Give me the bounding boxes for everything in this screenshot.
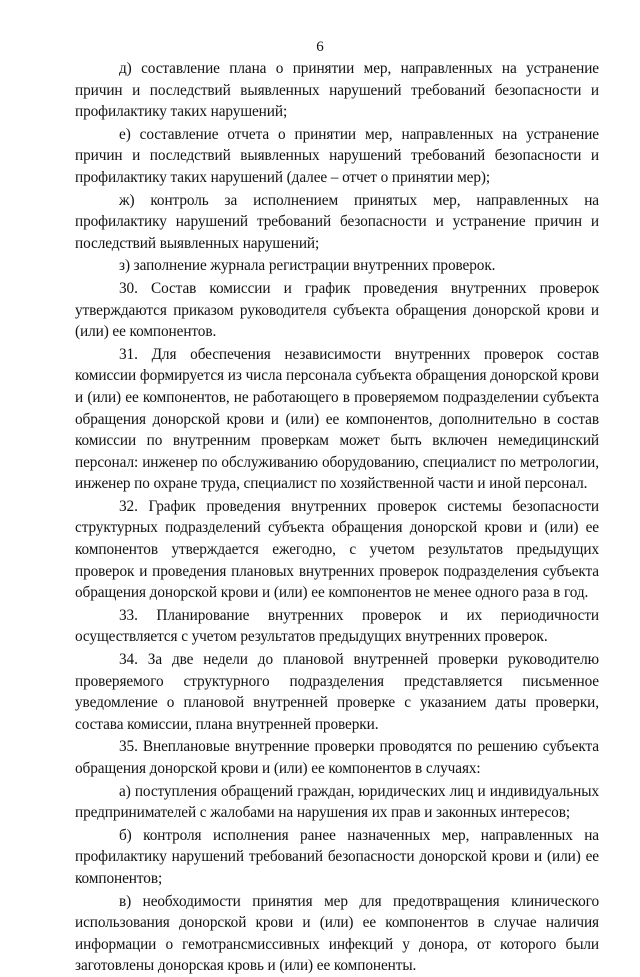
paragraph-zh: ж) контроль за исполнением принятых мер, направленных на профилактику нарушений требований безопасности и устранение причин и последствий выявленных нарушений; <box>75 191 599 252</box>
paragraph-30: 30. Состав комиссии и график проведения внутренних проверок утверждаются приказом руководителя субъекта обращения донорской крови и (или) ее компонентов. <box>75 279 599 341</box>
document-body <box>75 58 599 977</box>
paragraph-35-b: б) контроля исполнения ранее назначенных мер, направленных на профилактику нарушений требований безопасности донорской крови и (или) ее компонентов; <box>75 826 599 887</box>
paragraph-33: 33. Планирование внутренних проверок и их периодичности осуществляется с учетом результатов предыдущих внутренних проверок. <box>75 606 599 646</box>
paragraph-35-v: в) необходимости принятия мер для предотвращения клинического использования донорской крови и (или) ее компонентов в случае наличия информации о гемотрансмиссивных инфекций у донора, от которого были заготовлены донорская кровь и (или) ее компоненты. <box>75 892 599 975</box>
paragraph-35-a: а) поступления обращений граждан, юридических лиц и индивидуальных предпринимателей с жалобами на нарушения их прав и законных интересов; <box>75 782 599 822</box>
paragraph-32: 32. График проведения внутренних проверок системы безопасности структурных подразделений субъекта обращения донорской крови и (или) ее компонентов утверждается ежегодно, с учетом результатов предыдущих проверок и проведения плановых внутренних проверок подразделения субъекта обращения донорской крови и (или) ее компонентов не менее одного раза в год. <box>75 497 599 602</box>
paragraph-31: 31. Для обеспечения независимости внутренних проверок состав комиссии формируется из числа персонала субъекта обращения донорской крови и (или) ее компонентов, не работающего в проверяемом подразделении субъекта обращения донорской крови и (или) ее компонентов, дополнительно в состав комиссии по внутренним проверкам может быть включен немедицинский персонал: инженер по обслуживанию оборудованию, специалист по метрологии, инженер по охране труда, специалист по хозяйственной части и иной персонал. <box>75 345 599 493</box>
paragraph-35: 35. Внеплановые внутренние проверки проводятся по решению субъекта обращения донорской крови и (или) ее компонентов в случаях: <box>75 738 599 777</box>
paragraph-d: д) составление плана о принятии мер, направленных на устранение причин и последствий выявленных нарушений требований безопасности и профилактику таких нарушений; <box>75 60 599 121</box>
paragraph-e: е) составление отчета о принятии мер, направленных на устранение причин и последствий выявленных нарушений требований безопасности и профилактику таких нарушений (далее – отчет о принятии мер); <box>75 125 599 186</box>
paragraph-z: з) заполнение журнала регистрации внутренних проверок. <box>119 257 496 275</box>
paragraph-34: 34. За две недели до плановой внутренней проверки руководителю проверяемого структурного подразделения представляется письменное уведомление о плановой внутренней проверке с указанием даты проверки, состава комиссии, плана внутренней проверки. <box>75 651 599 733</box>
page-number: 6 <box>316 39 324 55</box>
